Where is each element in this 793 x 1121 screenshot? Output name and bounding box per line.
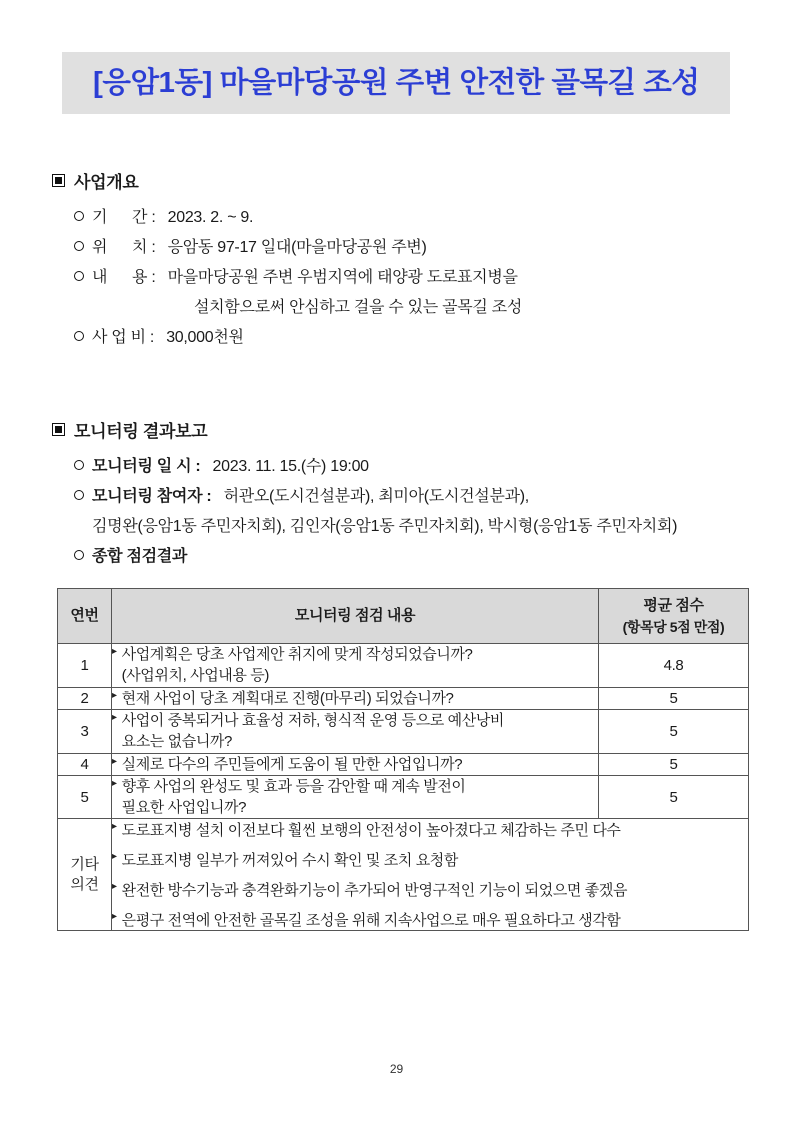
circle-bullet-icon: [74, 211, 84, 221]
row-number: 2: [58, 687, 112, 709]
question-main: 현재 사업이 당초 계획대로 진행(마무리) 되었습니까?: [121, 689, 454, 707]
etc-content: [112, 819, 749, 931]
question-line: [112, 710, 598, 753]
etc-label-line1: 기타: [70, 855, 99, 873]
overview-content-continuation: 설치함으로써 안심하고 걸을 수 있는 골목길 조성: [194, 299, 522, 316]
table-row: [58, 753, 749, 775]
table-header: [58, 589, 749, 644]
monitoring-datetime-value: 2023. 11. 15.(수) 19:00: [212, 458, 369, 475]
question-line: [112, 688, 598, 709]
monitoring-result-heading-row: [74, 543, 752, 566]
row-score: 5: [599, 753, 749, 775]
row-content: [112, 687, 599, 709]
monitoring-datetime-label: 모니터링 일 시 :: [92, 458, 205, 475]
circle-bullet-icon: [74, 331, 84, 341]
table-header-score-line2: (항목당 5점 만점): [622, 618, 725, 635]
row-content: [112, 775, 599, 819]
row-content: [112, 644, 599, 688]
overview-heading-row: [52, 168, 752, 193]
table-row: [58, 775, 749, 819]
filled-square-icon: [52, 423, 65, 436]
row-score: 5: [599, 687, 749, 709]
row-number: 5: [58, 775, 112, 819]
opinion-text: 완전한 방수기능과 충격완화기능이 추가되어 반영구적인 기능이 되었으면 좋겠음: [121, 882, 628, 900]
row-score: 5: [599, 775, 749, 819]
row-score: 5: [599, 709, 749, 753]
table-row: [58, 709, 749, 753]
page-title: [응암1동] 마을마당공원 주변 안전한 골목길 조성: [92, 66, 700, 99]
monitoring-datetime-row: [74, 453, 752, 476]
overview-item-budget-value: 30,000천원: [166, 329, 244, 346]
triangle-bullet-icon: ▸: [112, 711, 117, 723]
question-main: 사업계획은 당초 사업제안 취지에 맞게 작성되었습니까?: [121, 646, 473, 664]
page-number: 29: [389, 1062, 404, 1076]
question-main: 향후 사업의 완성도 및 효과 등을 감안할 때 계속 발전이: [121, 777, 466, 795]
circle-bullet-icon: [74, 271, 84, 281]
overview-item-content: [74, 264, 752, 287]
row-number: 4: [58, 753, 112, 775]
circle-bullet-icon: [74, 460, 84, 470]
table-row-etc: [58, 819, 749, 931]
opinion-line: [112, 849, 748, 870]
opinion-line: [112, 879, 748, 900]
table-header-row: [58, 589, 749, 644]
overview-item-content-label: 내 용 :: [92, 269, 160, 286]
opinion-text: 도로표지병 일부가 꺼져있어 수시 확인 및 조치 요청함: [121, 852, 458, 870]
table-header-score: [599, 589, 749, 644]
monitoring-participants-label: 모니터링 참여자 :: [92, 488, 216, 505]
triangle-bullet-icon: ▸: [112, 821, 117, 833]
overview-item-content-value: 마을마당공원 주변 우범지역에 태양광 도로표지병을: [167, 269, 518, 286]
row-content: [112, 709, 599, 753]
row-number: 3: [58, 709, 112, 753]
overview-item-location-value: 응암동 97-17 일대(마을마당공원 주변): [167, 239, 427, 256]
question-text-wrap: [122, 776, 598, 819]
monitoring-result-heading: 종합 점검결과: [92, 548, 188, 565]
question-sub: (사업위치, 사업내용 등): [121, 667, 269, 685]
table-body: [58, 644, 749, 931]
triangle-bullet-icon: ▸: [112, 851, 117, 863]
table-row: [58, 687, 749, 709]
overview-heading: 사업개요: [74, 173, 139, 192]
triangle-bullet-icon: ▸: [112, 755, 117, 767]
question-line: [112, 644, 598, 687]
section-overview: [52, 168, 752, 347]
triangle-bullet-icon: ▸: [112, 911, 117, 923]
overview-item-budget: [74, 324, 752, 347]
question-main: 실제로 다수의 주민들에게 도움이 될 만한 사업입니까?: [121, 755, 463, 773]
monitoring-participants-row: [74, 483, 752, 506]
monitoring-participants-line2: 김명완(응암1동 주민자치회), 김인자(응암1동 주민자치회), 박시형(응암1동 주민자치회): [92, 518, 678, 535]
monitoring-result-table: [57, 588, 749, 931]
overview-item-location-label: 위 치 :: [92, 239, 160, 256]
circle-bullet-icon: [74, 241, 84, 251]
triangle-bullet-icon: ▸: [112, 646, 117, 658]
circle-bullet-icon: [74, 490, 84, 500]
opinion-line: [112, 819, 748, 840]
table-row: [58, 644, 749, 688]
monitoring-participants-line1: 허관오(도시건설분과), 최미아(도시건설분과),: [223, 488, 529, 505]
question-text-wrap: [122, 644, 598, 687]
overview-item-period: [74, 204, 752, 227]
question-line: [112, 776, 598, 819]
monitoring-heading-row: [52, 417, 752, 442]
table-header-content: 모니터링 점검 내용: [112, 589, 599, 644]
row-number: 1: [58, 644, 112, 688]
question-line: [112, 754, 598, 775]
triangle-bullet-icon: ▸: [112, 777, 117, 789]
row-content: [112, 753, 599, 775]
opinion-line: [112, 909, 748, 930]
row-score: 4.8: [599, 644, 749, 688]
opinion-text: 은평구 전역에 안전한 골목길 조성을 위해 지속사업으로 매우 필요하다고 생각함: [121, 912, 621, 930]
etc-label: [58, 819, 112, 931]
overview-item-period-label: 기 간 :: [92, 209, 160, 226]
monitoring-heading: 모니터링 결과보고: [74, 422, 208, 441]
table-header-score-line1: 평균 점수: [643, 597, 704, 614]
question-sub: 요소는 없습니까?: [121, 733, 232, 751]
section-monitoring: [52, 417, 752, 566]
triangle-bullet-icon: ▸: [112, 881, 117, 893]
overview-item-budget-label: 사 업 비 :: [92, 329, 159, 346]
opinion-text: 도로표지병 설치 이전보다 훨씬 보행의 안전성이 높아졌다고 체감하는 주민 다수: [121, 822, 621, 840]
title-banner: [62, 52, 730, 114]
circle-bullet-icon: [74, 550, 84, 560]
triangle-bullet-icon: ▸: [112, 689, 117, 701]
filled-square-icon: [52, 174, 65, 187]
overview-item-location: [74, 234, 752, 257]
overview-item-period-value: 2023. 2. ~ 9.: [167, 209, 254, 226]
table-header-num: 연번: [58, 589, 112, 644]
question-text-wrap: [122, 710, 598, 753]
question-main: 사업이 중복되거나 효율성 저하, 형식적 운영 등으로 예산낭비: [121, 711, 505, 729]
question-sub: 필요한 사업입니까?: [121, 799, 247, 817]
etc-label-line2: 의견: [70, 875, 99, 893]
